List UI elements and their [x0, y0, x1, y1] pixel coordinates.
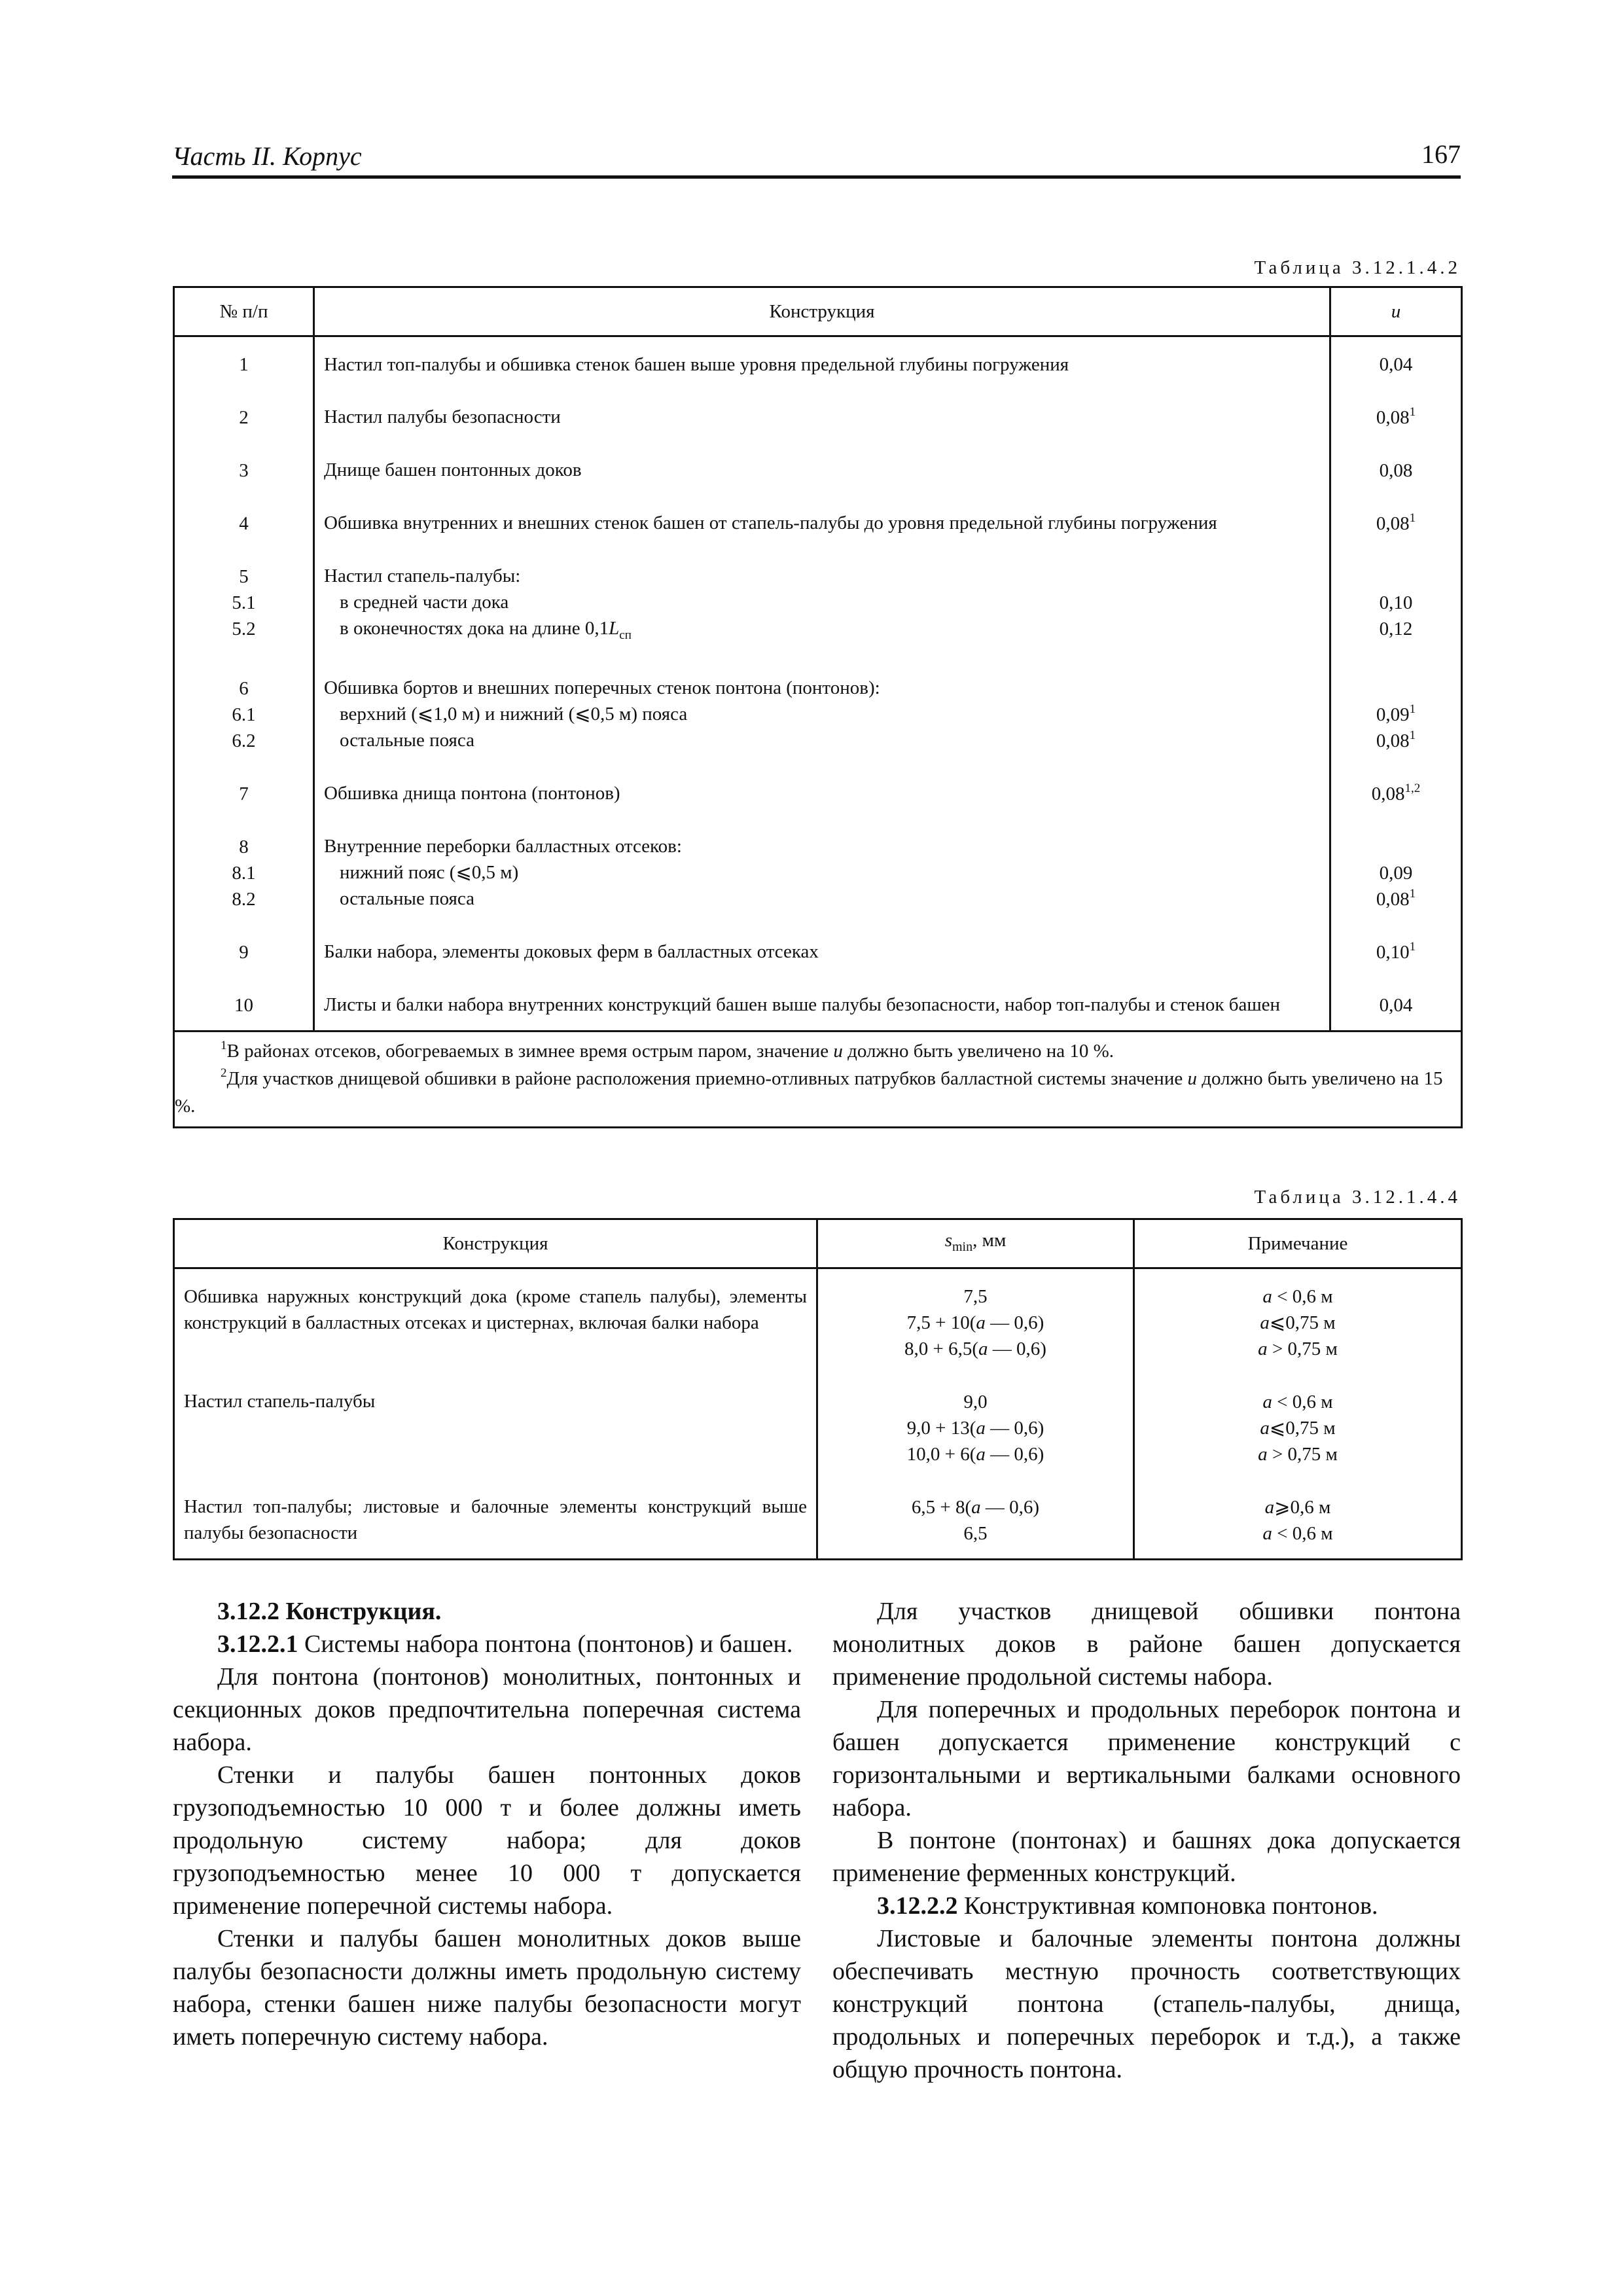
row-u-value-line: 0,08$^{1,2}$ [1371, 781, 1421, 804]
table1-row [174, 780, 1462, 833]
table1-row [174, 939, 1462, 992]
row-construction-line: Обшивка внутренних и внешних стенок башен от стапель-палубы до уровня предельной глубины погружения [324, 512, 1217, 533]
row-construction [314, 457, 1330, 510]
row-number [174, 675, 314, 780]
section-heading-3-12-2-1: 3.12.2.1 Системы набора понтона (понтонов) и башен. [217, 1630, 793, 1658]
note-line: a < 0,6 м [1262, 1391, 1333, 1412]
row-u-value [1330, 939, 1462, 992]
table1-row [174, 404, 1462, 457]
row-construction-line: в оконечностях дока на длине $0,1L_{сп}$ [340, 618, 632, 642]
row-number-line: 4 [239, 513, 249, 534]
body-left-column [173, 1595, 801, 2053]
table1 [173, 286, 1463, 1128]
row-u-value-line: 0,08 [1379, 460, 1413, 481]
table1-note-1: $^1$В районах отсеков, обогреваемых в зимнее время острым паром, значение u должно быть увеличено на 10 %. [221, 1038, 1115, 1062]
row-number-line: 8.1 [232, 862, 256, 884]
table1-row [174, 510, 1462, 563]
row-construction-line: Днище башен понтонных доков [324, 459, 582, 480]
row-number-line: 6.1 [232, 704, 256, 725]
table1-notes [174, 1031, 1462, 1127]
header-rule [172, 175, 1461, 179]
note-line: a⩽0,75 м [1260, 1418, 1336, 1439]
table1-header-u: u [1330, 287, 1462, 336]
row-u-value-line: 0,08$^1$ [1376, 511, 1416, 534]
note-line: a⩽0,75 м [1260, 1312, 1336, 1333]
table2-caption: Таблица 3.12.1.4.4 [1254, 1187, 1461, 1208]
paragraph: Для участков днищевой обшивки понтона монолитных доков в районе башен допускается применение продольной системы набора. [832, 1598, 1461, 1691]
smin-line: 7,5 + 10(a — 0,6) [906, 1312, 1044, 1333]
table2-header-smin: $s_{min}$, мм [817, 1219, 1134, 1268]
row-construction [314, 510, 1330, 563]
table1-row [174, 457, 1462, 510]
smin-line: 10,0 + 6(a — 0,6) [906, 1444, 1044, 1465]
row-construction [314, 992, 1330, 1031]
row-u-value [1330, 404, 1462, 457]
row-number-line: 5 [239, 566, 249, 587]
row-u-value [1330, 510, 1462, 563]
row-u-value-line: 0,09 [1379, 862, 1413, 884]
row-construction [314, 404, 1330, 457]
row-construction [314, 939, 1330, 992]
row-u-value-line: 0,09$^1$ [1376, 702, 1416, 725]
row-u-value [1330, 780, 1462, 833]
row-construction-line: Обшивка бортов и внешних поперечных стенок понтона (понтонов): [324, 677, 880, 698]
table1-row [174, 675, 1462, 780]
row-number-line: 9 [239, 941, 249, 963]
smin-line: 7,5 [963, 1286, 988, 1307]
row-construction-line: Внутренние переборки балластных отсеков: [324, 835, 682, 857]
row-number-line: 6 [239, 677, 249, 699]
row-smin [817, 1268, 1134, 1389]
row-note [1134, 1388, 1462, 1494]
row-construction-line: Обшивка днища понтона (понтонов) [324, 782, 620, 804]
paragraph: Для понтона (понтонов) монолитных, понтонных и секционных доков предпочтительна поперечная система набора. [173, 1663, 801, 1756]
row-number [174, 833, 314, 939]
row-u-value-line [1332, 675, 1460, 702]
row-u-value-line: 0,08$^1$ [1376, 728, 1416, 751]
table1-caption: Таблица 3.12.1.4.2 [1254, 257, 1461, 278]
table1-row [174, 833, 1462, 939]
row-construction-line: Листы и балки набора внутренних конструкций башен выше палубы безопасности, набор топ-палубы и стенок башен [324, 994, 1281, 1015]
row-construction [314, 336, 1330, 404]
row-u-value-line: 0,08$^1$ [1376, 405, 1416, 428]
paragraph: Стенки и палубы башен понтонных доков грузоподъемностью 10 000 т и более должны иметь продольную систему набора; для доков грузоподъемностью менее 10 000 т допускается применение поперечной системы набора. [173, 1761, 801, 1920]
note-line: a < 0,6 м [1262, 1286, 1333, 1307]
row-u-value-line: 0,10$^1$ [1376, 939, 1416, 963]
row-u-value [1330, 675, 1462, 780]
row-number-line: 7 [239, 783, 249, 804]
note-line: a > 0,75 м [1258, 1338, 1338, 1359]
row-note [1134, 1494, 1462, 1560]
table1-header-row [174, 287, 1462, 336]
row-number [174, 992, 314, 1031]
row-number [174, 336, 314, 404]
smin-line: 9,0 [963, 1391, 988, 1412]
note-line: a > 0,75 м [1258, 1444, 1338, 1465]
section-heading-3-12-2: 3.12.2 Конструкция. [217, 1598, 442, 1625]
running-header-title: Часть II. Корпус [172, 141, 362, 171]
row-note [1134, 1268, 1462, 1389]
row-number-line: 8.2 [232, 888, 256, 910]
table2-row [174, 1494, 1462, 1560]
row-construction-line: остальные пояса [340, 888, 474, 909]
row-number-line: 5.1 [232, 592, 256, 613]
row-construction-line: Настил палубы безопасности [324, 406, 561, 427]
table2-header-row [174, 1219, 1462, 1268]
row-smin [817, 1494, 1134, 1560]
table2-header-note: Примечание [1134, 1219, 1462, 1268]
paragraph: Для поперечных и продольных переборок понтона и башен допускается применение конструкций с горизонтальными и вертикальными балками основного набора. [832, 1696, 1461, 1821]
row-construction-line: Настил стапель-палубы: [324, 565, 521, 586]
row-construction: Настил топ-палубы; листовые и балочные элементы конструкций выше палубы безопасности [174, 1494, 817, 1560]
table1-row [174, 992, 1462, 1031]
row-number-line: 8 [239, 836, 249, 857]
table1-note-2: $^2$Для участков днищевой обшивки в районе расположения приемно-отливных патрубков балластной системы значение u должно быть увеличено на 15 %. [175, 1066, 1443, 1117]
paragraph: Листовые и балочные элементы понтона должны обеспечивать местную прочность соответствующих конструкций понтона (стапель-палубы, днища, продольных и поперечных переборок и т.д.), а также общую прочность понтона. [832, 1925, 1461, 2083]
table2-header-construction: Конструкция [174, 1219, 817, 1268]
row-construction-line: верхний (⩽1,0 м) и нижний (⩽0,5 м) пояса [340, 703, 688, 725]
row-u-value [1330, 992, 1462, 1031]
row-smin [817, 1388, 1134, 1494]
section-heading-3-12-2-2: 3.12.2.2 Конструктивная компоновка понтонов. [877, 1892, 1378, 1920]
row-u-value-line: 0,04 [1379, 354, 1413, 375]
row-number-line: 5.2 [232, 619, 256, 639]
smin-line: 9,0 + 13(a — 0,6) [906, 1418, 1044, 1439]
row-construction [314, 780, 1330, 833]
page-number: 167 [1421, 139, 1461, 169]
row-construction-line: остальные пояса [340, 729, 474, 751]
table1-header-construction: Конструкция [314, 287, 1330, 336]
body-right-column [832, 1595, 1461, 2086]
smin-line: 6,5 [963, 1523, 988, 1544]
row-u-value [1330, 563, 1462, 675]
paragraph: Стенки и палубы башен монолитных доков выше палубы безопасности должны иметь продольную систему набора, стенки башен ниже палубы безопасности могут иметь поперечную систему набора. [173, 1925, 801, 2051]
row-construction [314, 675, 1330, 780]
table2 [173, 1218, 1463, 1560]
row-u-value-line: 0,04 [1379, 994, 1413, 1016]
row-number [174, 510, 314, 563]
row-construction-line: Балки набора, элементы доковых ферм в балластных отсеках [324, 941, 819, 962]
note-line: a < 0,6 м [1262, 1523, 1333, 1544]
table1-row [174, 336, 1462, 404]
row-u-value [1330, 833, 1462, 939]
row-number [174, 780, 314, 833]
row-construction [314, 833, 1330, 939]
table1-header-num: № п/п [174, 287, 314, 336]
row-u-value [1330, 336, 1462, 404]
table2-row [174, 1268, 1462, 1389]
note-line: a⩾0,6 м [1264, 1497, 1331, 1518]
row-construction: Настил стапель-палубы [174, 1388, 817, 1494]
row-number [174, 939, 314, 992]
table2-row [174, 1388, 1462, 1494]
row-u-value-line [1332, 564, 1460, 590]
table1-row [174, 563, 1462, 675]
row-u-value-line: 0,08$^1$ [1376, 886, 1416, 910]
row-number-line: 3 [239, 460, 249, 481]
row-u-value-line: 0,10 [1379, 592, 1413, 613]
row-construction [314, 563, 1330, 675]
row-construction-line: Настил топ-палубы и обшивка стенок башен выше уровня предельной глубины погружения [324, 354, 1069, 375]
row-number-line: 10 [234, 994, 253, 1016]
row-u-value [1330, 457, 1462, 510]
row-construction: Обшивка наружных конструкций дока (кроме стапель палубы), элементы конструкций в балластных отсеках и цистернах, включая балки набора [174, 1268, 817, 1389]
smin-line: 6,5 + 8(a — 0,6) [911, 1497, 1040, 1518]
row-number [174, 457, 314, 510]
row-u-value-line: 0,12 [1379, 619, 1413, 639]
row-u-value-line [1332, 834, 1460, 860]
row-number-line: 6.2 [232, 730, 256, 751]
row-construction-line: нижний пояс (⩽0,5 м) [340, 861, 519, 883]
row-number-line: 1 [239, 354, 249, 375]
smin-line: 8,0 + 6,5(a — 0,6) [904, 1338, 1046, 1359]
row-number [174, 563, 314, 675]
row-number-line: 2 [239, 407, 249, 428]
row-construction-line: в средней части дока [340, 592, 509, 613]
paragraph: В понтоне (понтонах) и башнях дока допускается применение ферменных конструкций. [832, 1827, 1461, 1887]
row-number [174, 404, 314, 457]
